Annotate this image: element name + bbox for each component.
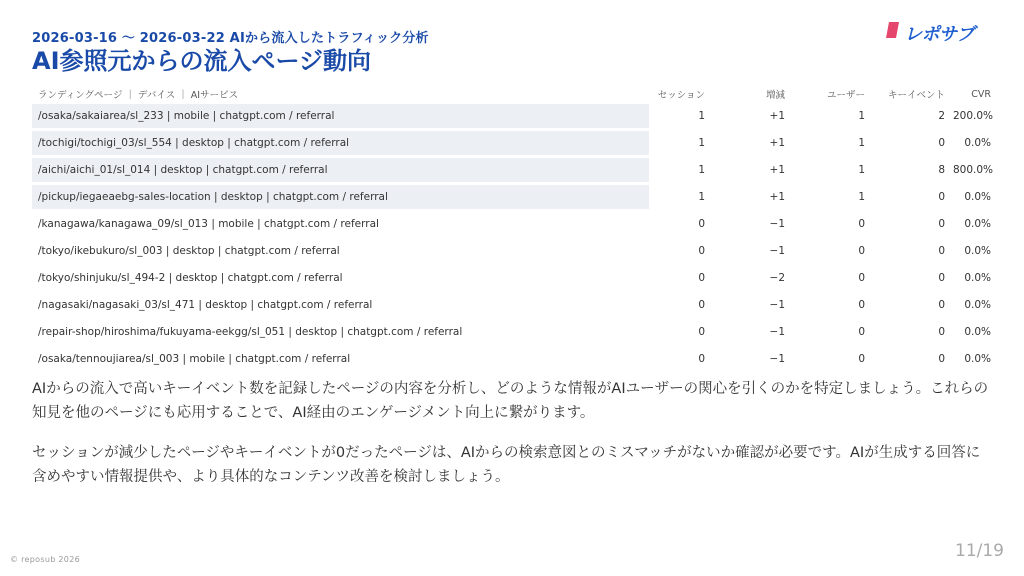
cell-change: −1 xyxy=(769,353,785,365)
cell-sessions: 0 xyxy=(698,353,705,365)
cell-users: 0 xyxy=(858,272,865,284)
table-row xyxy=(32,185,995,209)
cell-change: +1 xyxy=(769,110,785,122)
table-header-row xyxy=(32,87,995,101)
cell-sessions: 1 xyxy=(698,164,705,176)
cell-change: −1 xyxy=(769,326,785,338)
cell-landing-page: /repair-shop/hiroshima/fukuyama-eekgg/sl_051 | desktop | chatgpt.com / referral xyxy=(38,326,463,338)
column-header-users: ユーザー xyxy=(826,90,865,101)
cell-key-events: 0 xyxy=(938,272,945,284)
cell-landing-page: /pickup/iegaeaebg-sales-location | desktop | chatgpt.com / referral xyxy=(32,185,649,209)
cell-users: 1 xyxy=(858,191,865,203)
analysis-paragraph-2: セッションが減少したページやキーイベントが0だったページは、AIからの検索意図とのミスマッチがないか確認が必要です。AIが生成する回答に含めやすい情報提供や、より具体的なコンテンツ改善を検討しましょう。 xyxy=(32,445,981,485)
cell-change: −2 xyxy=(769,272,785,284)
cell-key-events: 2 xyxy=(938,110,945,122)
cell-users: 1 xyxy=(858,137,865,149)
cell-sessions: 0 xyxy=(698,299,705,311)
cell-cvr: 0.0% xyxy=(964,191,991,203)
page-title: AI参照元からの流入ページ動向 xyxy=(32,47,372,75)
copyright: © reposub 2026 xyxy=(10,555,80,564)
cell-landing-page: /osaka/tennoujiarea/sl_003 | mobile | chatgpt.com / referral xyxy=(38,353,351,365)
cell-cvr: 0.0% xyxy=(964,218,991,230)
cell-cvr: 0.0% xyxy=(964,137,991,149)
cell-key-events: 0 xyxy=(938,137,945,149)
cell-landing-page: /tokyo/ikebukuro/sl_003 | desktop | chatgpt.com / referral xyxy=(38,245,340,257)
cell-cvr: 0.0% xyxy=(964,326,991,338)
cell-change: +1 xyxy=(769,137,785,149)
cell-change: +1 xyxy=(769,164,785,176)
cell-cvr: 0.0% xyxy=(964,245,991,257)
cell-landing-page: /tokyo/shinjuku/sl_494-2 | desktop | chatgpt.com / referral xyxy=(38,272,343,284)
cell-key-events: 0 xyxy=(938,299,945,311)
cell-cvr: 200.0% xyxy=(953,110,994,122)
table-row xyxy=(32,158,995,182)
cell-key-events: 0 xyxy=(938,353,945,365)
table-row xyxy=(32,131,995,155)
logo xyxy=(886,20,1004,45)
cell-users: 0 xyxy=(858,299,865,311)
cell-landing-page: /osaka/sakaiarea/sl_233 | mobile | chatgpt.com / referral xyxy=(32,104,649,128)
table-row xyxy=(32,266,995,290)
cell-sessions: 1 xyxy=(698,191,705,203)
cell-key-events: 8 xyxy=(938,164,945,176)
cell-users: 0 xyxy=(858,245,865,257)
cell-cvr: 0.0% xyxy=(964,299,991,311)
cell-change: −1 xyxy=(769,245,785,257)
column-header-cvr: CVR xyxy=(971,88,991,100)
column-header-change: 増減 xyxy=(765,90,785,101)
cell-users: 0 xyxy=(858,353,865,365)
cell-cvr: 800.0% xyxy=(953,164,994,176)
cell-sessions: 1 xyxy=(698,110,705,122)
cell-key-events: 0 xyxy=(938,218,945,230)
cell-sessions: 0 xyxy=(698,245,705,257)
table-row xyxy=(32,293,995,317)
cell-users: 1 xyxy=(858,110,865,122)
cell-users: 0 xyxy=(858,218,865,230)
cell-sessions: 0 xyxy=(698,218,705,230)
cell-landing-page: /kanagawa/kanagawa_09/sl_013 | mobile | chatgpt.com / referral xyxy=(38,218,379,230)
landing-page-table xyxy=(32,84,995,374)
cell-change: +1 xyxy=(769,191,785,203)
analysis-paragraph-1: AIからの流入で高いキーイベント数を記録したページの内容を分析し、どのような情報がAIユーザーの関心を引くのかを特定しましょう。これらの知見を他のページにも応用することで、AI経由のエンゲージメント向上に繋がります。 xyxy=(32,381,989,421)
column-header-key-events: キーイベント xyxy=(887,90,945,101)
cell-cvr: 0.0% xyxy=(964,272,991,284)
logo-mark-icon xyxy=(886,20,902,40)
table-row xyxy=(32,320,995,344)
cell-key-events: 0 xyxy=(938,191,945,203)
cell-landing-page: /nagasaki/nagasaki_03/sl_471 | desktop | chatgpt.com / referral xyxy=(38,299,373,311)
logo-text: レポサブ xyxy=(904,24,974,45)
cell-sessions: 0 xyxy=(698,272,705,284)
column-header-sessions: セッション xyxy=(657,90,705,101)
cell-sessions: 1 xyxy=(698,137,705,149)
table-row xyxy=(32,104,995,128)
cell-key-events: 0 xyxy=(938,245,945,257)
table-row xyxy=(32,347,995,371)
cell-key-events: 0 xyxy=(938,326,945,338)
table-row xyxy=(32,212,995,236)
cell-cvr: 0.0% xyxy=(964,353,991,365)
column-header-landing-page: ランディングページ ｜ デバイス ｜ AIサービス xyxy=(38,90,239,101)
cell-sessions: 0 xyxy=(698,326,705,338)
page-number: 11/19 xyxy=(955,541,1004,561)
page-subtitle: 2026-03-16 〜 2026-03-22 AIから流入したトラフィック分析 xyxy=(32,31,429,46)
cell-landing-page: /aichi/aichi_01/sl_014 | desktop | chatgpt.com / referral xyxy=(32,158,649,182)
cell-landing-page: /tochigi/tochigi_03/sl_554 | desktop | chatgpt.com / referral xyxy=(32,131,649,155)
cell-change: −1 xyxy=(769,218,785,230)
cell-users: 1 xyxy=(858,164,865,176)
cell-change: −1 xyxy=(769,299,785,311)
cell-users: 0 xyxy=(858,326,865,338)
table-row xyxy=(32,239,995,263)
